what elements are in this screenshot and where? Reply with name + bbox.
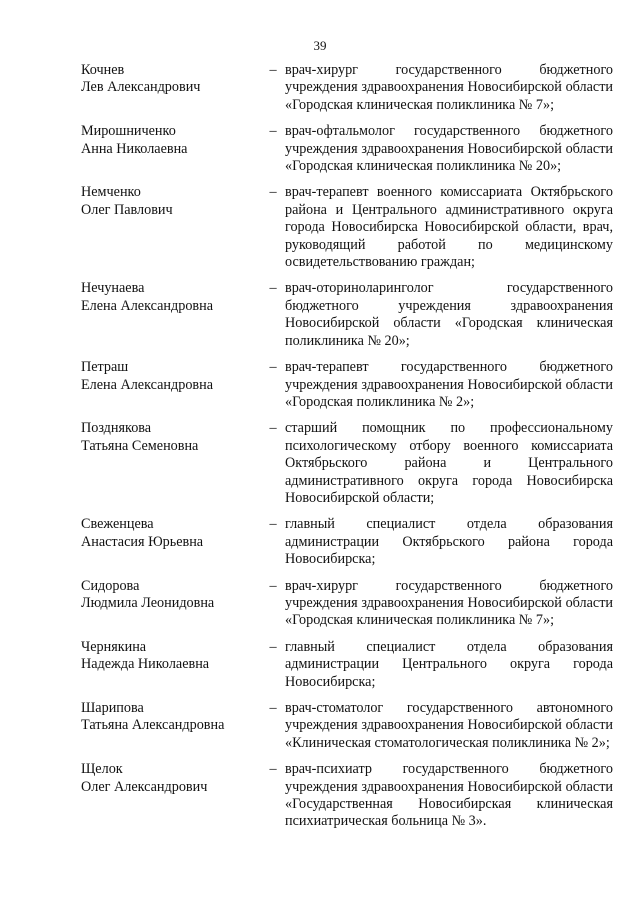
member-list [81, 62, 613, 840]
person-name [81, 761, 261, 831]
person-name [81, 639, 261, 691]
surname: Петраш [81, 359, 129, 376]
surname: Позднякова [81, 420, 152, 437]
dash: – [269, 420, 277, 437]
position-description: врач-терапевт государственного бюджетного учреждения здравоохранения Новосибирской области «Городская поликлиника № 2»; [285, 359, 613, 410]
given-name: Лев Александрович [81, 79, 201, 96]
surname: Нечунаева [81, 280, 145, 297]
surname: Щелок [81, 761, 123, 778]
given-name: Олег Александрович [81, 778, 208, 795]
given-name: Анастасия Юрьевна [81, 533, 204, 550]
list-item [81, 280, 613, 350]
position-description: врач-психиатр государственного бюджетного учреждения здравоохранения Новосибирской области «Государственная Новосибирская клиническая психиатрическая больница № 3». [285, 761, 613, 830]
dash: – [269, 62, 277, 78]
surname: Чернякина [81, 638, 147, 655]
surname: Кочнев [81, 62, 125, 78]
surname: Шарипова [81, 700, 144, 716]
position-description: врач-оториноларинголог государственного бюджетного учреждения здравоохранения Новосибирской области «Городская клиническая поликлиника № 20»; [285, 280, 613, 349]
person-name [81, 578, 261, 630]
person-name [81, 280, 261, 350]
position-description: главный специалист отдела образования администрации Центрального округа города Новосибирска; [285, 638, 613, 690]
list-item [81, 578, 613, 630]
person-name [81, 700, 261, 752]
given-name: Елена Александровна [81, 376, 213, 393]
list-item [81, 420, 613, 507]
dash: – [269, 359, 277, 376]
position-description: врач-терапевт военного комиссариата Октябрьского района и Центрального административного округа города Новосибирска Новосибирской области, врач, руководящий работой по медицинскому освидетельствованию граждан; [285, 184, 613, 271]
person-name [81, 123, 261, 175]
dash: – [269, 638, 277, 655]
surname: Свеженцева [81, 516, 154, 533]
list-item [81, 62, 613, 114]
surname: Немченко [81, 184, 141, 201]
list-item [81, 639, 613, 691]
dash: – [269, 280, 277, 297]
surname: Сидорова [81, 577, 140, 594]
list-item [81, 516, 613, 568]
dash: – [269, 123, 277, 140]
given-name: Анна Николаевна [81, 140, 188, 157]
position-description: врач-стоматолог государственного автономного учреждения здравоохранения Новосибирской области «Клиническая стоматологическая поликлиника № 2»; [285, 700, 613, 751]
surname: Мирошниченко [81, 123, 176, 140]
person-name [81, 62, 261, 114]
position-description: старший помощник по профессиональному психологическому отбору военного комиссариата Октябрьского района и Центрального административного округа города Новосибирска Новосибирской области; [285, 420, 613, 506]
given-name: Людмила Леонидовна [81, 594, 215, 611]
list-item [81, 761, 613, 831]
given-name: Надежда Николаевна [81, 656, 210, 673]
position-description: главный специалист отдела образования администрации Октябрьского района города Новосибирска; [285, 516, 613, 568]
given-name: Елена Александровна [81, 297, 213, 314]
position-description: врач-хирург государственного бюджетного учреждения здравоохранения Новосибирской области «Городская клиническая поликлиника № 7»; [285, 577, 613, 629]
given-name: Татьяна Александровна [81, 717, 225, 734]
given-name: Татьяна Семеновна [81, 437, 199, 454]
position-description: врач-хирург государственного бюджетного учреждения здравоохранения Новосибирской области «Городская клиническая поликлиника № 7»; [285, 62, 613, 113]
position-description: врач-офтальмолог государственного бюджетного учреждения здравоохранения Новосибирской области «Городская клиническая поликлиника № 20»; [285, 123, 613, 175]
person-name [81, 359, 261, 411]
dash: – [269, 761, 277, 778]
list-item [81, 359, 613, 411]
dash: – [269, 577, 277, 594]
list-item [81, 123, 613, 175]
given-name: Олег Павлович [81, 201, 173, 218]
list-item [81, 184, 613, 271]
list-item [81, 700, 613, 752]
person-name [81, 184, 261, 271]
dash: – [269, 184, 277, 201]
dash: – [269, 516, 277, 533]
dash: – [269, 700, 277, 716]
page-number: 39 [313, 38, 327, 53]
person-name [81, 516, 261, 568]
person-name [81, 420, 261, 507]
